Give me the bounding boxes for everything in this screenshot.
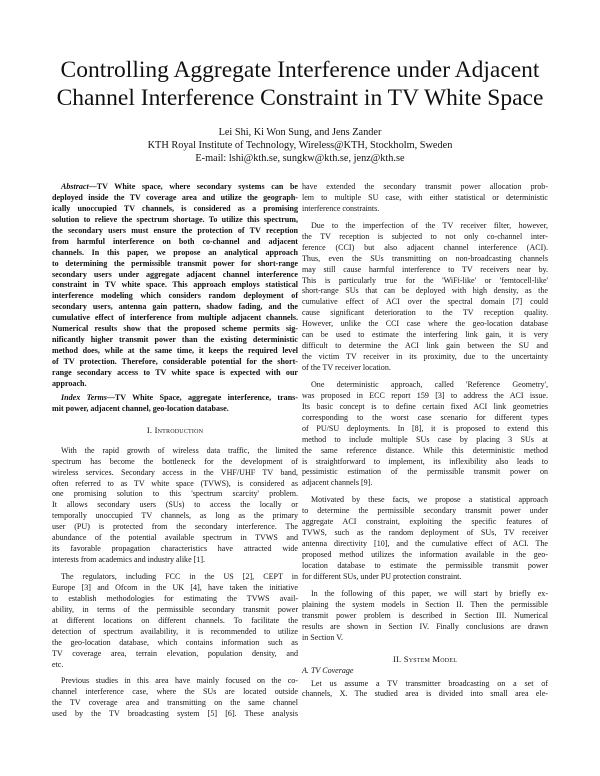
author-block [30, 126, 570, 165]
index-terms [52, 393, 298, 415]
abstract-line: secondary users, antenna gain pattern, shadow fading, and the [52, 302, 298, 312]
index-terms-line: mit power, adjacent channel, geo-location database. [52, 403, 229, 413]
abstract-line: Numerical results show that the proposed scheme permits sig- [52, 324, 298, 334]
section-heading-system-model: II. System Model [392, 653, 458, 664]
abstract [52, 182, 298, 390]
abstract-line: secondary users under aggregate adjacent channel interference [52, 269, 298, 279]
abstract-line: method does, while at the same time, it keeps the required level [52, 346, 298, 356]
abstract-line: solution to relieve the spectrum shortage. To utilize this spectrum, [52, 214, 298, 224]
system-model-paragraph: Let us assume a TV transmitter broadcasting on a set of channels, X. The studied area is divided into small area ele- [302, 678, 548, 699]
abstract-line: the secondary users must ensure the protection of TV reception [52, 225, 298, 235]
title-line-2: Channel Interference Constraint in TV White Space [56, 85, 544, 111]
index-terms-line: Index Terms—TV White Space, aggregate interference, trans- [61, 392, 298, 402]
intro-paragraph-1: With the rapid growth of wireless data traffic, the limited spectrum has become the bottleneck for the development of wireless services. Secondary access in the VHF/UHF TV band, often referred to as TV white space (TVWS), is considered as one promising solution to this 'spectrum scarcity' problem. It allows secondary users (SUs) to access the locally or temporally unoccupied TV channels, as long as the primary user (PU) is protected from the secondary interference. The abundance of the potential available spectrum in TVWS and its favorable propagation characteristics have attracted wide interests from academics and industry alike [1]. [52, 445, 298, 565]
intro-paragraph-3: Previous studies in this area have mainly focused on the co- channel interference case, where the SUs are located outside the TV coverage area and transmitting on the same channel used by the TV broadcasting system [5] [6]. These analysis [52, 676, 298, 719]
abstract-line: of TV protection. Therefore, considerable potential for the short- [52, 357, 298, 366]
abstract-line: cumulative effect of interference from multiple adjacent channels. [52, 313, 298, 323]
right-paragraph-3: One deterministic approach, called 'Reference Geometry', was proposed in ECC report 159 [3] to address the ACI issue. Its basic concept is to define certain fixed ACI link geometries corresponding to the worst case scenario for different types of PU/SU deployments. In [8], it is proposed to extend this method to include multiple SUs case by placing 3 SUs at the same reference distance. While this deterministic method is straightforward to implement, its inflexibility also leads to pessimistic estimation of the permissible transmit power on adjacent channels [9]. [302, 379, 548, 488]
right-paragraph-1: have extended the secondary transmit power allocation prob- lem to multiple SU case, with either statistical or deterministic interference constraints. [302, 182, 548, 213]
abstract-label: Abstract [61, 182, 89, 191]
abstract-line: Abstract—TV White space, where secondary systems can be [61, 182, 298, 191]
abstract-line: from harmful interference on both co-channel and adjacent [52, 236, 298, 246]
abstract-line: range secondary access to TV white space is expected with our [52, 367, 298, 377]
paper-title [30, 56, 570, 112]
right-paragraph-4: Motivated by these facts, we propose a statistical approach to determine the permissible secondary transmit power under aggregate ACI constraint, exploiting the specific features of TVWS, such as the random deployment of SUs, TV receiver antenna directivity [10], and the cumulative effect of ACI. The proposed method utilizes the information available in the geo- location database to estimate the permissible transmit power for different SUs, under PU protection constraint. [302, 495, 548, 581]
title-line-1: Controlling Aggregate Interference under Adjacent [60, 57, 540, 83]
subsection-heading-tv-coverage: A. TV Coverage [302, 665, 354, 675]
abstract-line: constraint in TV white space. This approach employs statistical [52, 280, 298, 290]
abstract-line: to determining the permissible transmit power for short-range [52, 258, 298, 268]
abstract-line: nificantly higher transmit power than the existing deterministic [52, 335, 298, 345]
abstract-line: channels. In this paper, we propose an analytical approach [52, 247, 298, 257]
abstract-line: approach. [52, 378, 87, 388]
right-paragraph-2: Due to the imperfection of the TV receiver filter, however, the TV reception is subjected to not only co-channel inter- ference (CCI) but also adjacent channel interference (ACI). Thus, even the SUs transmitting on non-broadcasting channels may still cause harmful interference to TV receivers near by. This is particularly true for the 'WiFi-like' or 'femtocell-like' short-range SUs that can be deployed with high density, as the cumulative effect of ACI over the spectral domain [7] could cause significant deterioration to the TV reception quality. However, unlike the CCI case where the geo-location database can be used to estimate the interfering link gain, it is very difficult to determine the ACI link gain between the SU and the victim TV receiver in its proximity, due to the uncertainty of the TV receiver location. [302, 220, 548, 372]
author-names: Lei Shi, Ki Won Sung, and Jens Zander [218, 127, 382, 138]
abstract-line: interference modeling which considers random deployment of [52, 291, 298, 301]
intro-paragraph-2: The regulators, including FCC in the US [2], CEPT in Europe [3] and Ofcom in the UK [4], have taken the initiative to establish methodologies for estimating the TVWS avail- ability, in terms of the permissible secondary transmit power at different locations on different channels. To facilitate the detection of spectrum availability, it is recommended to utilize the geo-location database, which contains information such as TV coverage area, terrain elevation, population density, and etc. [52, 572, 298, 669]
abstract-line: deployed inside the TV coverage area and utilize the geograph- [52, 192, 298, 202]
left-column [52, 182, 298, 720]
author-affiliation: KTH Royal Institute of Technology, Wireless@KTH, Stockholm, Sweden [147, 140, 453, 151]
right-column [302, 182, 548, 700]
author-email: E-mail: lshi@kth.se, sungkw@kth.se, jenz@kth.se [195, 153, 405, 164]
right-paragraph-5: In the following of this paper, we will start by briefly ex- plaining the system models in Section II. Then the permissible transmit power problem is described in Section III. Numerical results are shown in Section IV. Finally conclusions are drawn in Section V. [302, 588, 548, 642]
section-heading-introduction: I. Introduction [146, 424, 204, 435]
abstract-line: ically unoccupied TV channels, is considered as a promising [52, 203, 298, 213]
index-terms-label: Index Terms [61, 392, 107, 402]
